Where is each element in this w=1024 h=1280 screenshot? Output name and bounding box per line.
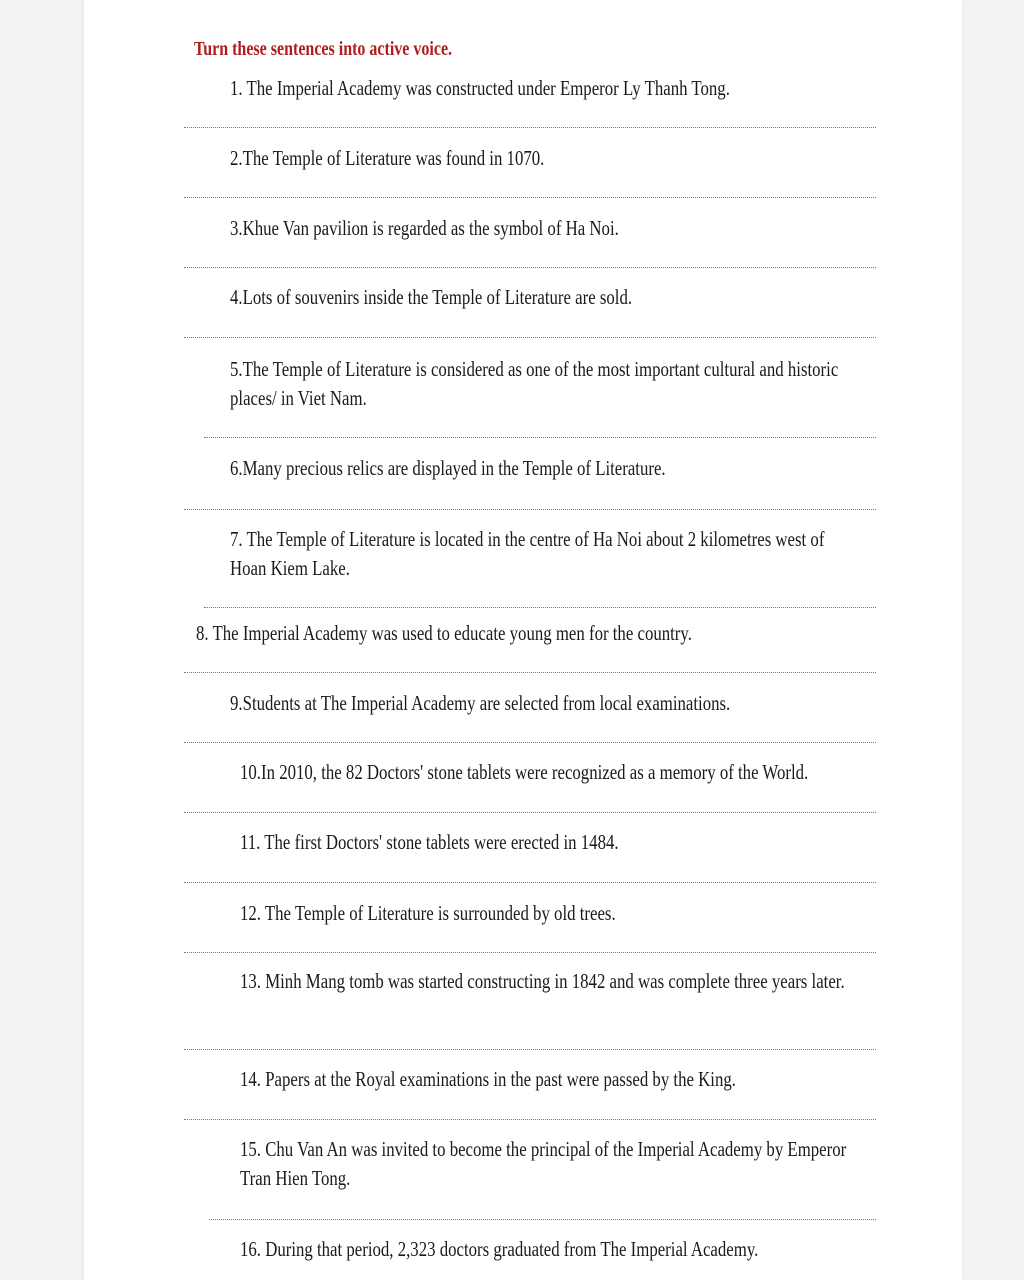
- sentence-13: 13. Minh Mang tomb was started constructing in 1842 and was complete three years later.: [240, 969, 845, 993]
- sentence-8: 8. The Imperial Academy was used to educate young men for the country.: [196, 621, 692, 645]
- answer-line-12[interactable]: [184, 952, 876, 953]
- sentence-15: 15. Chu Van An was invited to become the principal of the Imperial Academy by Emperor Tran Hien Tong.: [240, 1137, 847, 1190]
- answer-line-10[interactable]: [184, 812, 876, 813]
- sentence-14: 14. Papers at the Royal examinations in the past were passed by the King.: [240, 1067, 736, 1091]
- sentence-3: 3.Khue Van pavilion is regarded as the symbol of Ha Noi.: [230, 216, 619, 240]
- sentence-11: 11. The first Doctors' stone tablets were erected in 1484.: [240, 830, 619, 854]
- answer-line-15[interactable]: [209, 1219, 876, 1220]
- answer-line-5[interactable]: [204, 437, 876, 438]
- worksheet-title: Turn these sentences into active voice.: [194, 38, 453, 60]
- sentence-9: 9.Students at The Imperial Academy are selected from local examinations.: [230, 691, 731, 715]
- answer-line-7[interactable]: [204, 607, 876, 608]
- answer-line-11[interactable]: [184, 882, 876, 883]
- answer-line-13[interactable]: [184, 1049, 876, 1050]
- sentence-2: 2.The Temple of Literature was found in 1070.: [230, 146, 545, 170]
- answer-line-9[interactable]: [184, 742, 876, 743]
- sentence-10: 10.In 2010, the 82 Doctors' stone tablets were recognized as a memory of the World.: [240, 760, 809, 784]
- sentence-5: 5.The Temple of Literature is considered as one of the most important cultural and historic places/ in Viet Nam.: [230, 357, 839, 410]
- answer-line-3[interactable]: [184, 267, 876, 268]
- sentence-12: 12. The Temple of Literature is surrounded by old trees.: [240, 901, 616, 925]
- sentence-7: 7. The Temple of Literature is located in the centre of Ha Noi about 2 kilometres west of Hoan Kiem Lake.: [230, 527, 825, 580]
- answer-line-4[interactable]: [184, 337, 876, 338]
- sentence-16: 16. During that period, 2,323 doctors graduated from The Imperial Academy.: [240, 1237, 759, 1261]
- answer-line-6[interactable]: [184, 509, 876, 510]
- sentence-6: 6.Many precious relics are displayed in the Temple of Literature.: [230, 456, 666, 480]
- answer-line-8[interactable]: [184, 672, 876, 673]
- answer-line-2[interactable]: [184, 197, 876, 198]
- answer-line-1[interactable]: [184, 127, 876, 128]
- answer-line-14[interactable]: [184, 1119, 876, 1120]
- sentence-4: 4.Lots of souvenirs inside the Temple of Literature are sold.: [230, 285, 633, 309]
- worksheet-page: [84, 0, 962, 1280]
- sentence-1: 1. The Imperial Academy was constructed under Emperor Ly Thanh Tong.: [230, 76, 730, 100]
